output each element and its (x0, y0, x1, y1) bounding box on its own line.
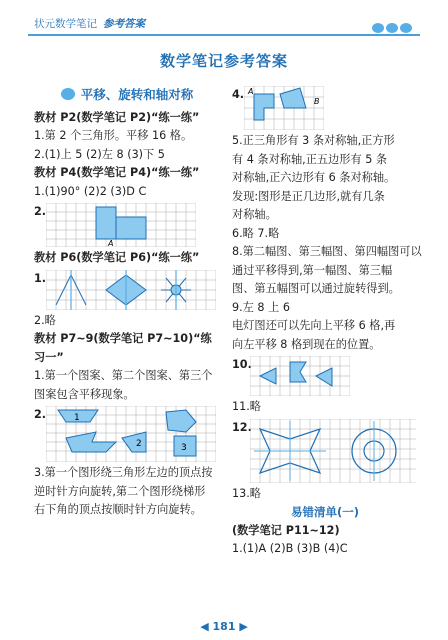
answer-line: 13.略 (232, 486, 261, 500)
answer-line: 1.(1)A (2)B (3)B (4)C (232, 542, 348, 555)
answer-line: 向左平移 8 格到现在的位置。 (232, 337, 381, 351)
book-name: 状元数学笔记 (34, 18, 97, 30)
answer-line: 5.正三角形有 3 条对称轴,正方形 (232, 134, 395, 147)
answer-line: 逆时针方向旋转,第二个图形绕梯形 (34, 484, 206, 498)
answer-line: 图案包含平移现象。 (34, 387, 135, 401)
page-number: ◀ 181 ▶ (200, 620, 248, 633)
header-decoration (370, 18, 412, 37)
answer-line: 电灯图还可以先向上平移 6 格,再 (232, 319, 396, 332)
grid-figure-flags (250, 356, 350, 396)
heading: 教材 P4(数学笔记 P4)“练一练” (34, 166, 200, 179)
answer-line: 3.第一个图形绕三角形左边的顶点按 (34, 466, 213, 479)
grid-figure-symmetric-shapes (250, 419, 416, 483)
figure-row (232, 86, 418, 130)
answer-line: 对称轴,正六边形有 6 条对称轴。 (232, 171, 396, 184)
answer-line: 6.略 7.略 (232, 226, 280, 240)
item-number: 2. (34, 408, 47, 421)
item-number: 4. (232, 88, 245, 101)
header-text (34, 16, 145, 31)
right-column (232, 84, 422, 559)
answer-line: 11.略 (232, 400, 261, 413)
section-subtitle: 易错清单(一) (290, 505, 359, 519)
dot-icon (372, 23, 384, 33)
answer-line: 有 4 条对称轴,正五边形有 5 条 (232, 152, 388, 166)
figure-number: 1 (74, 413, 80, 423)
dot-icon (400, 23, 412, 33)
grid-figure-translation (46, 406, 216, 462)
answer-line: 图、第五幅图可以通过旋转得到。 (232, 282, 400, 295)
answer-line: 发现:图形是正几边形,就有几条 (232, 189, 385, 203)
answer-line: 2.略 (34, 313, 56, 327)
grid-figure-rotation-ab (244, 86, 324, 130)
item-number: 2. (34, 205, 47, 218)
figure-row (232, 419, 418, 483)
section-title: 平移、旋转和轴对称 (34, 86, 220, 105)
point-label: A (108, 239, 114, 247)
dot-icon (386, 23, 398, 33)
bubble-icon (61, 88, 75, 100)
answer-line: 右下角的顶点按顺时针方向旋转。 (34, 503, 202, 516)
grid-figure-symmetry (46, 270, 216, 310)
answer-line: 1.(1)90° (2)2 (3)D C (34, 184, 147, 198)
answer-line: 对称轴。 (232, 208, 277, 221)
page-header (0, 0, 448, 40)
grid-figure-rotation (46, 203, 196, 247)
heading: 教材 P7~9(数学笔记 P7~10)“练 (34, 332, 212, 345)
answer-line: 8.第二幅图、第三幅图、第四幅图可以 (232, 245, 422, 258)
heading: 教材 P6(数学笔记 P6)“练一练” (34, 251, 200, 264)
heading: 教材 P2(数学笔记 P2)“练一练” (34, 110, 200, 124)
left-column (34, 84, 220, 520)
answer-line: 1.第一个图案、第二个图案、第三个 (34, 369, 213, 382)
answer-line: 2.(1)上 5 (2)左 8 (3)下 5 (34, 147, 165, 161)
figure-number: 3 (181, 443, 187, 453)
page-title: 数学笔记参考答案 (159, 52, 288, 70)
answer-line: 9.左 8 上 6 (232, 300, 290, 314)
answer-label: 参考答案 (103, 18, 145, 30)
figure-row (34, 270, 220, 310)
item-number: 12. (232, 420, 252, 434)
answer-line: 通过平移得到,第一幅图、第三幅 (232, 263, 393, 277)
point-label: B (314, 97, 320, 106)
figure-row (34, 203, 220, 247)
figure-row (232, 356, 418, 396)
figure-row (34, 406, 220, 462)
heading: (数学笔记 P11~12) (232, 523, 340, 537)
item-number: 10. (232, 358, 252, 371)
point-label: A (248, 87, 254, 96)
heading: 习一” (34, 350, 64, 364)
figure-number: 2 (136, 439, 142, 449)
answer-line: 1.第 2 个三角形。平移 16 格。 (34, 129, 193, 142)
item-number: 1. (34, 271, 47, 285)
